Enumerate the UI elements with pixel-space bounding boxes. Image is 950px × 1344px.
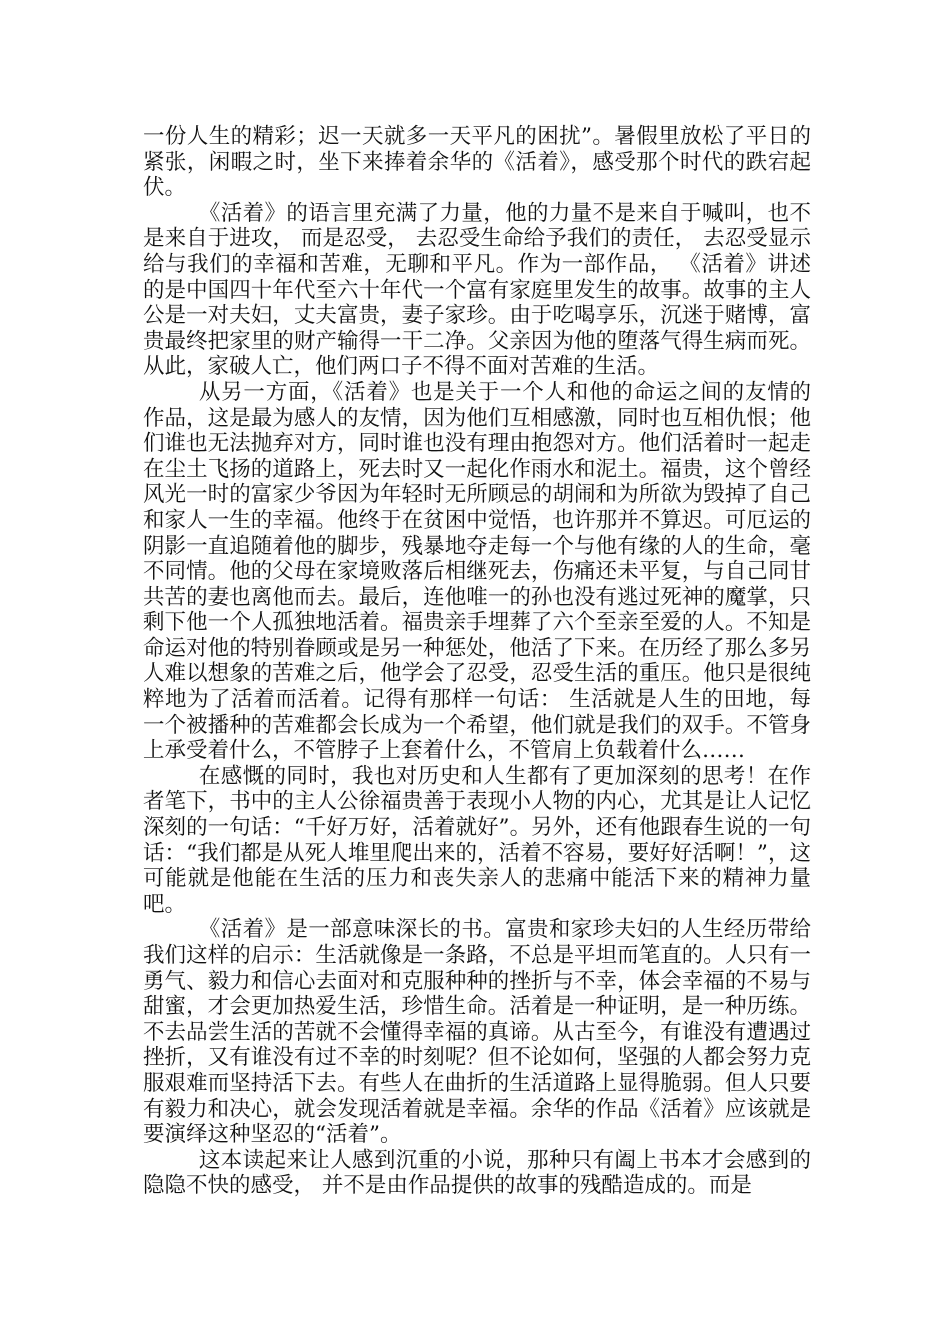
body-text (143, 124, 811, 1199)
paragraph-friendship-with-fate: 从另一方面，《活着》也是关于一个人和他的命运之间的友情的作品，这是最为感人的友情，因为他们互相感激，同时也互相仇恨；他们谁也无法抛弃对方，同时谁也没有理由抱怨对方。他们活着时一起走在尘土飞扬的道路上，死去时又一起化作雨水和泥土。福贵，这个曾经风光一时的富家少爷因为年轻时无所顾忌的胡闹和为所欲为毁掉了自己和家人一生的幸福。他终于在贫困中觉悟，也许那并不算迟。可厄运的阴影一直追随着他的脚步，残暴地夺走每一个与他有缘的人的生命，毫不同情。他的父母在家境败落后相继死去，伤痛还未平复，与自己同甘共苦的妻也离他而去。最后，连他唯一的孙也没有逃过死神的魔掌，只剩下他一个人孤独地活着。福贵亲手埋葬了六个至亲至爱的人。不知是命运对他的特别眷顾或是另一种惩处，他活了下来。在历经了那么多另人难以想象的苦难之后，他学会了忍受，忍受生活的重压。他只是很纯粹地为了活着而活着。记得有那样一句话： 生活就是人生的田地，每一个被播种的苦难都会长成为一个希望，他们就是我们的双手。不管身上承受着什么，不管脖子上套着什么，不管肩上负载着什么…… (143, 379, 811, 764)
paragraph-meaning-of-living: 《活着》是一部意味深长的书。富贵和家珍夫妇的人生经历带给我们这样的启示：生活就像是一条路，不总是平坦而笔直的。人只有一勇气、毅力和信心去面对和克服种种的挫折与不幸，体会幸福的不易与甜蜜，才会更加热爱生活，珍惜生命。活着是一种证明，是一种历练。不去品尝生活的苦就不会懂得幸福的真谛。从古至今，有谁没有遭遇过挫折，又有谁没有过不幸的时刻呢？但不论如何，坚强的人都会努力克服艰难而坚持活下去。有些人在曲折的生活道路上显得脆弱。但人只要有毅力和决心，就会发现活着就是幸福。余华的作品《活着》应该就是要演绎这种坚忍的“活着”。 (143, 917, 811, 1148)
paragraph-reflection: 在感慨的同时，我也对历史和人生都有了更加深刻的思考！在作者笔下，书中的主人公徐福贵善于表现小人物的内心，尤其是让人记忆深刻的一句话：“千好万好，活着就好”。另外，还有他跟春生说的一句话：“我们都是从死人堆里爬出来的，活着不容易，要好好活啊！”，这可能就是他能在生活的压力和丧失亲人的悲痛中能活下来的精神力量吧。 (143, 763, 811, 917)
paragraph-continued-opening: 一份人生的精彩；迟一天就多一天平凡的困扰”。暑假里放松了平日的紧张，闲暇之时，坐下来捧着余华的《活着》，感受那个时代的跌宕起伏。 (143, 124, 811, 201)
paragraph-heavy-novel: 这本读起来让人感到沉重的小说，那种只有阖上书本才会感到的隐隐不快的感受， 并不是由作品提供的故事的残酷造成的。而是 (143, 1147, 811, 1199)
paragraph-language-of-living: 《活着》的语言里充满了力量，他的力量不是来自于喊叫，也不是来自于进攻， 而是忍受， 去忍受生命给予我们的责任， 去忍受显示给与我们的幸福和苦难，无聊和平凡。作为一部作品， 《活着》讲述的是中国四十年代至六十年代一个富有家庭里发生的故事。故事的主人公是一对夫妇，丈夫富贵，妻子家珍。由于吃喝享乐，沉迷于赌博，富贵最终把家里的财产输得一干二净。父亲因为他的堕落气得生病而死。从此，家破人亡，他们两口子不得不面对苦难的生活。 (143, 200, 811, 380)
